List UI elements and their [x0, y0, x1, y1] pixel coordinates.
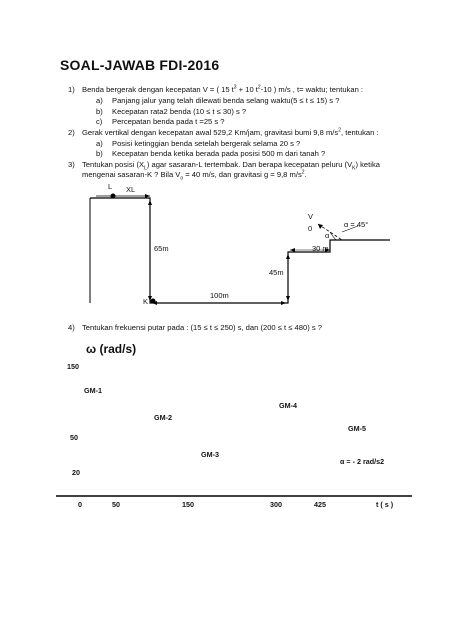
label-l: L [108, 182, 113, 191]
segment-gm-5: GM-5 [348, 424, 366, 433]
segment-gm-3: GM-3 [201, 450, 219, 459]
label-alpha: α [325, 231, 330, 240]
question-1b-text: Kecepatan rata2 benda (10 ≤ t ≤ 30) s ? [112, 107, 247, 116]
page-title: SOAL-JAWAB FDI-2016 [60, 57, 220, 73]
terrain-outline [90, 198, 390, 303]
arrow-head-100m-right [281, 301, 286, 305]
question-2b-letter: b) [96, 149, 103, 158]
x-tick-425: 425 [314, 500, 326, 509]
question-1c-letter: c) [96, 117, 103, 126]
question-1-number: 1) [68, 85, 75, 94]
label-30m: 30 m [312, 244, 329, 253]
label-65m: 65m [154, 244, 169, 253]
label-zero: 0 [308, 224, 313, 233]
label-angle-value: α = 45° [344, 220, 369, 229]
question-1c-text: Percepatan benda pada t =25 s ? [112, 117, 225, 126]
question-3-line-2: mengenai sasaran-K ? Bila $V_o = 40$ m/s, dan gravitasi g = 9,8 $m/s^2$. [82, 169, 307, 182]
alpha-note: α = - 2 rad/s2 [340, 457, 385, 466]
arrow-head-65m-top [148, 200, 152, 205]
question-1-text: Benda bergerak dengan kecepatan V = ( 15 $t^3 + 10$ $t^2-10$ ) m/s , t= waktu; tentukan : [82, 84, 364, 94]
question-1a-text: Panjang jalur yang telah dilewati benda selang waktu(5 ≤ t ≤ 15) s ? [112, 96, 340, 105]
x-tick-0: 0 [78, 500, 82, 509]
arrow-head-45m-top [286, 254, 290, 259]
y-tick-20: 20 [72, 468, 80, 477]
question-2a-letter: a) [96, 139, 103, 148]
target-k-dot [151, 299, 156, 304]
question-2-number: 2) [68, 128, 75, 137]
x-tick-50: 50 [112, 500, 120, 509]
label-100m: 100m [210, 291, 229, 300]
label-xl: XL [126, 185, 136, 194]
label-k: K [143, 297, 149, 306]
segment-gm-4: GM-4 [279, 401, 297, 410]
target-l-dot [111, 194, 116, 199]
angle-arc [330, 232, 336, 240]
graph-y-axis-label: ω (rad/s) [86, 342, 137, 356]
y-tick-150: 150 [67, 362, 79, 371]
x-tick-150: 150 [182, 500, 194, 509]
arrow-head-45m-bottom [286, 296, 290, 301]
question-4-number: 4) [68, 323, 75, 332]
question-3-line-1: Tentukan posisi $(X_L)$ agar sasaran-L tertembak. Dan berapa kecepatan peluru $(V_K)$ ketika [82, 160, 380, 172]
segment-gm-2: GM-2 [154, 413, 172, 422]
question-1b-letter: b) [96, 107, 103, 116]
x-tick-300: 300 [270, 500, 282, 509]
question-2a-text: Posisi ketinggian benda setelah bergerak selama 20 s ? [112, 139, 301, 148]
question-2-text: Gerak vertikal dengan kecepatan awal 529,2 Km/jam, gravitasi bumi 9,8 $m/s^2$, tentukan : [82, 127, 379, 137]
y-tick-50: 50 [70, 433, 78, 442]
segment-gm-1: GM-1 [84, 386, 102, 395]
question-2b-text: Kecepatan benda ketika berada pada posisi 500 m dari tanah ? [112, 149, 326, 158]
x-axis-label: t ( s ) [376, 500, 394, 509]
label-v: V [308, 212, 314, 221]
question-3-number: 3) [68, 160, 75, 169]
question-1a-letter: a) [96, 96, 103, 105]
velocity-arrow-head [318, 224, 323, 229]
label-45m: 45m [269, 268, 284, 277]
question-4-text: Tentukan frekuensi putar pada : (15 ≤ t ≤ 250) s, dan (200 ≤ t ≤ 480) s ? [82, 323, 322, 332]
